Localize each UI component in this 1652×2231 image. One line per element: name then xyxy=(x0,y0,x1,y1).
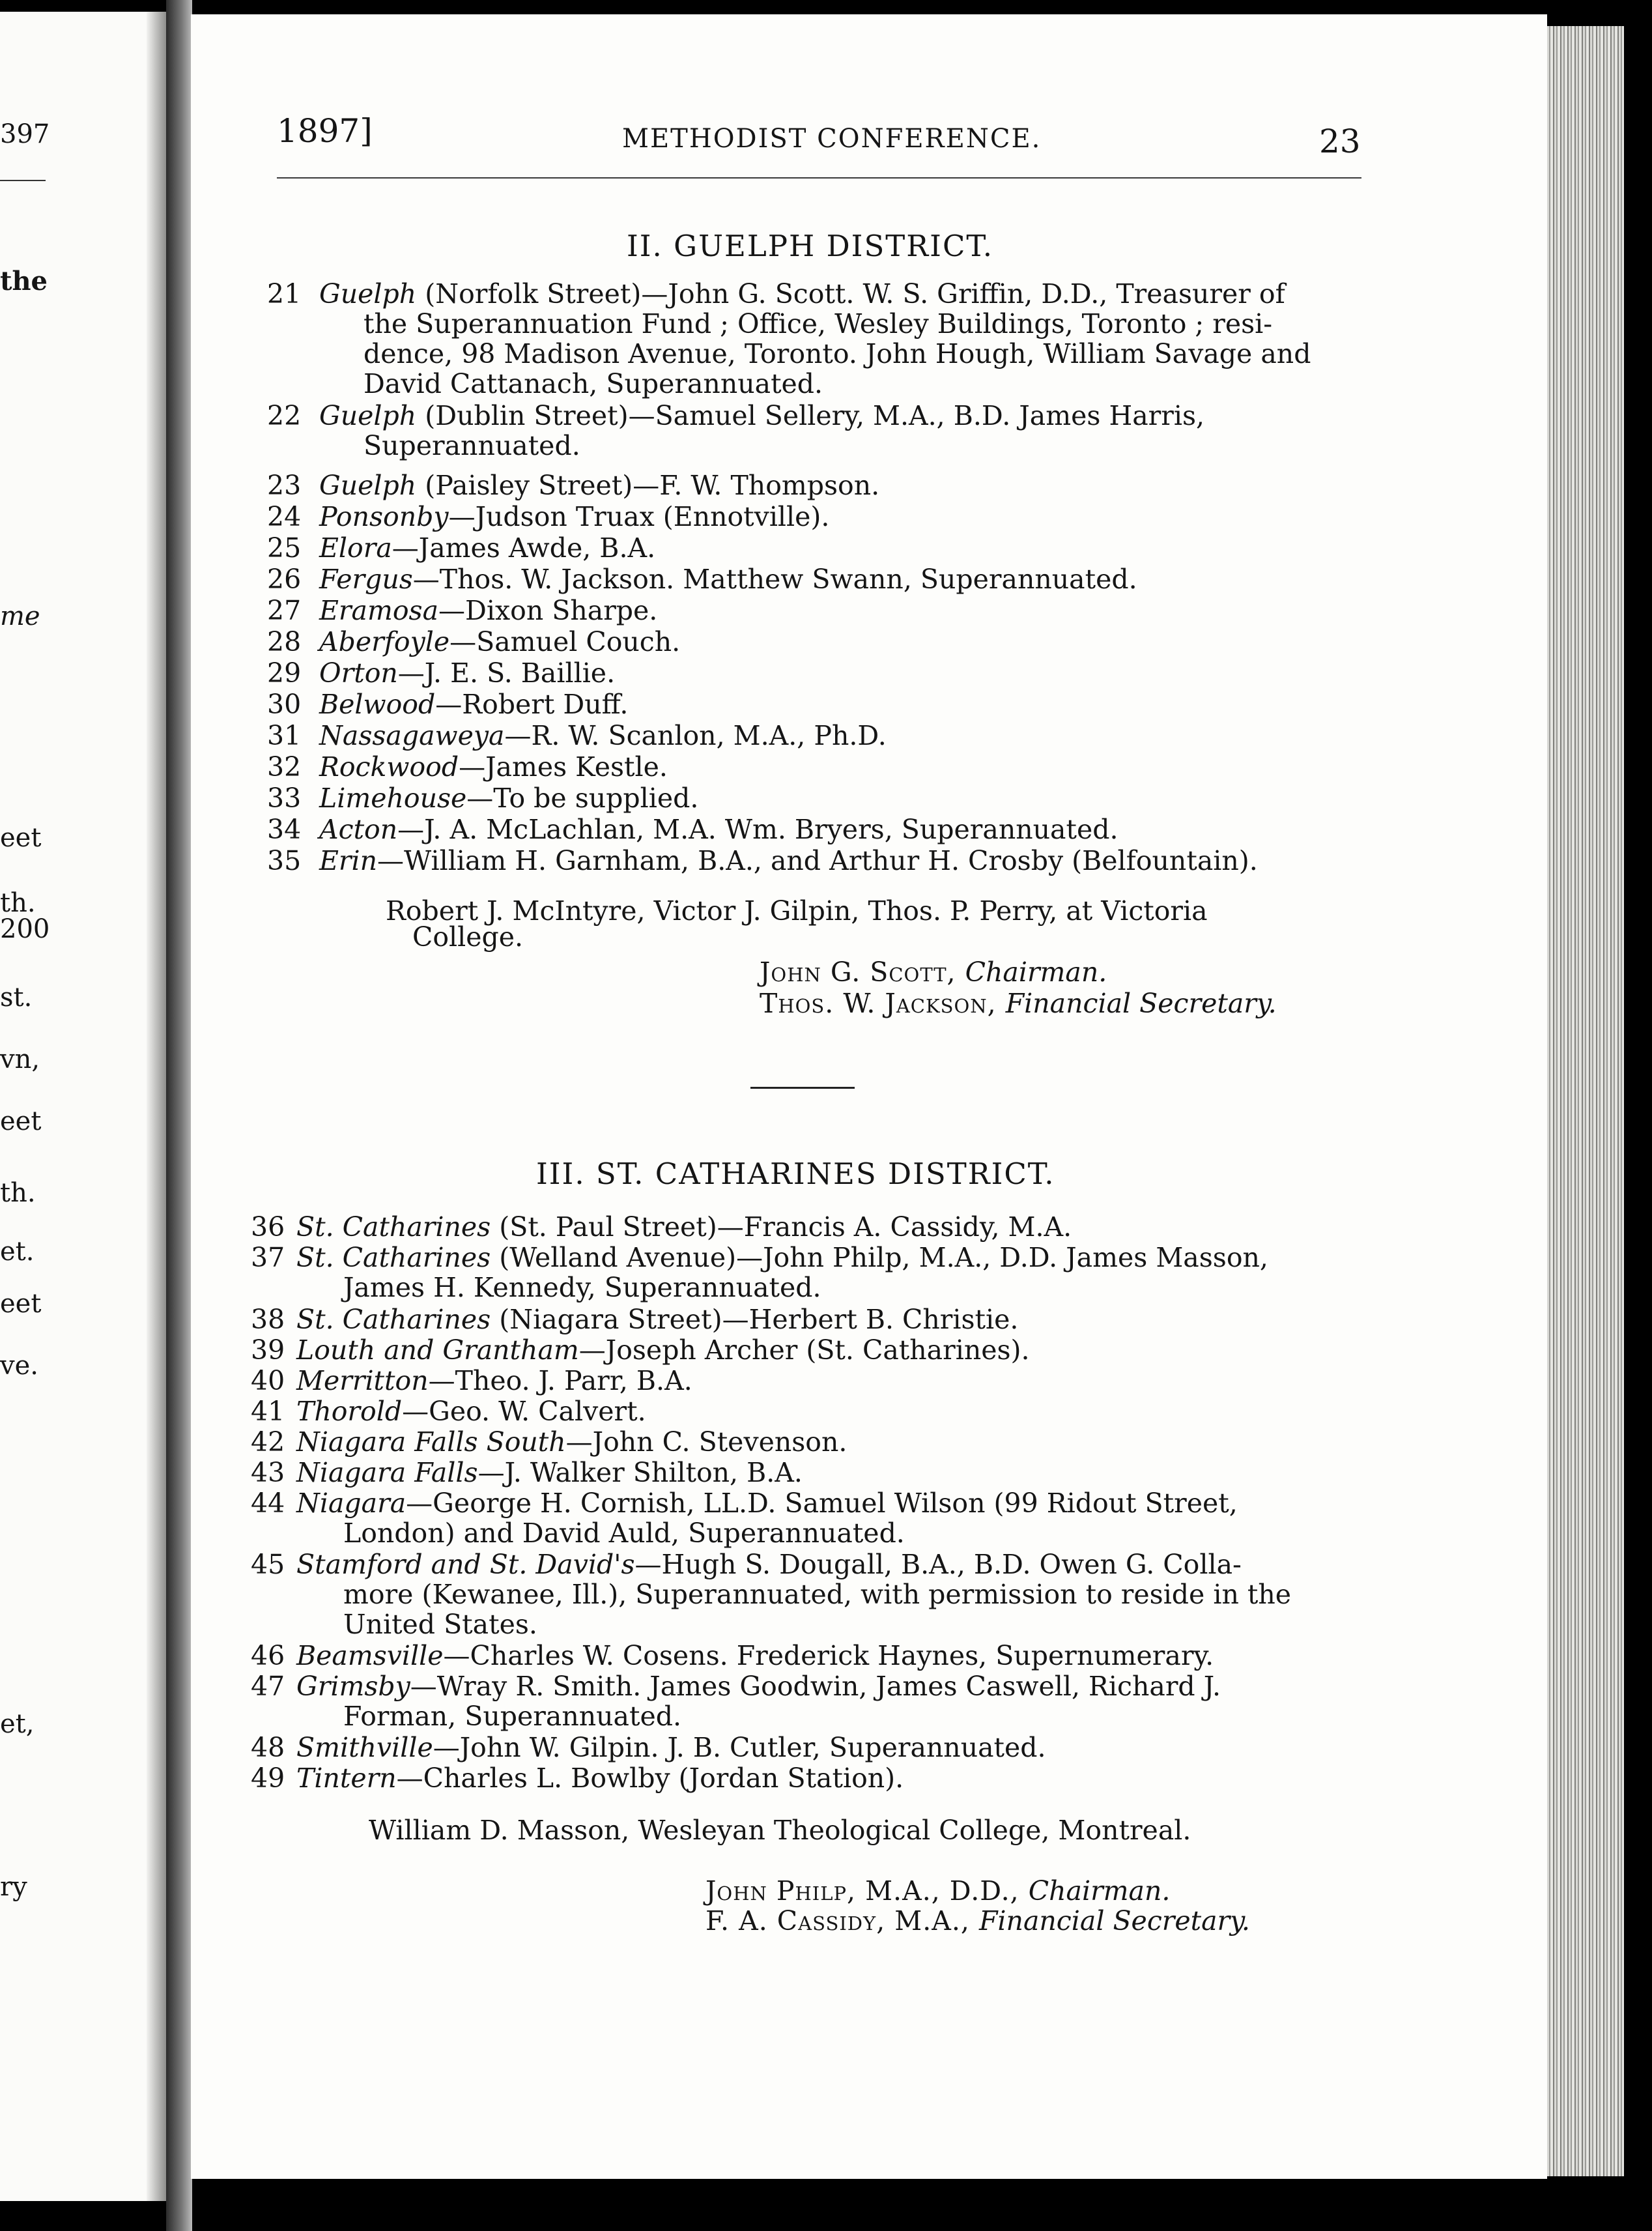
entry-text: —Thos. W. Jackson. Matthew Swann, Superannuated. xyxy=(412,564,1137,595)
entry-place: Rockwood xyxy=(319,751,459,783)
entry-place: Elora xyxy=(319,532,392,564)
entry-text: —Hugh S. Dougall, B.A., B.D. Owen G. Colla- xyxy=(634,1549,1242,1580)
entry-place: Louth and Grantham xyxy=(296,1334,579,1366)
entry-first-line xyxy=(296,1366,692,1396)
entry-first-line xyxy=(319,502,829,532)
entry-number: 33 xyxy=(267,783,302,814)
entry-text: —George H. Cornish, LL.D. Samuel Wilson (99 Ridout Street, xyxy=(406,1488,1238,1519)
gutter-shadow xyxy=(147,12,166,2201)
entry-number: 24 xyxy=(267,501,302,532)
entry-continuation: United States. xyxy=(343,1609,537,1640)
entry-text: —J. A. McLachlan, M.A. Wm. Bryers, Superannuated. xyxy=(397,814,1118,845)
entry-text: —John W. Gilpin. J. B. Cutler, Superannuated. xyxy=(433,1732,1046,1763)
entry-number: 48 xyxy=(251,1732,285,1763)
entry-text: —Samuel Couch. xyxy=(449,626,681,657)
entry-continuation: dence, 98 Madison Avenue, Toronto. John Hough, William Savage and xyxy=(363,338,1311,369)
entry-text: —J. E. S. Baillie. xyxy=(397,657,616,689)
chairman-line xyxy=(760,957,1107,988)
entry-place: Guelph xyxy=(319,470,417,501)
entry-place: St. Catharines xyxy=(296,1242,491,1273)
entry-continuation: London) and David Auld, Superannuated. xyxy=(343,1518,905,1549)
left-page-rule xyxy=(0,180,46,181)
entry-text: —Charles W. Cosens. Frederick Haynes, Supernumerary. xyxy=(443,1640,1214,1671)
left-page-fragment: the xyxy=(0,266,48,296)
entry-text: (Niagara Street)—Herbert B. Christie. xyxy=(491,1304,1019,1335)
entry-first-line xyxy=(296,1763,904,1793)
entry-number: 45 xyxy=(251,1549,285,1580)
entry-text: —R. W. Scanlon, M.A., Ph.D. xyxy=(504,720,887,751)
chairman-name: John Philp, M.A., D.D., xyxy=(705,1875,1029,1907)
entry-text: —To be supplied. xyxy=(466,783,699,814)
entry-number: 27 xyxy=(267,595,302,626)
entry-place: Limehouse xyxy=(319,783,467,814)
section-separator xyxy=(750,1087,855,1089)
entry-first-line xyxy=(296,1641,1214,1671)
entry-first-line xyxy=(319,533,655,563)
entry-first-line xyxy=(296,1488,1238,1518)
page-edge-shadow xyxy=(1624,26,1652,2176)
entry-number: 46 xyxy=(251,1640,285,1671)
left-page-fragment: ry xyxy=(0,1872,27,1902)
entry-number: 29 xyxy=(267,657,302,689)
secretary-line xyxy=(705,1905,1250,1936)
entry-place: Niagara Falls South xyxy=(296,1426,566,1458)
entry-number: 34 xyxy=(267,814,302,845)
running-head-year: 1897] xyxy=(277,112,373,150)
entry-number: 47 xyxy=(251,1671,285,1702)
entry-place: Acton xyxy=(319,814,398,845)
entry-text: —James Awde, B.A. xyxy=(392,532,656,564)
entry-place: Orton xyxy=(319,657,398,689)
entry-first-line xyxy=(319,658,615,688)
left-facing-page xyxy=(0,12,166,2201)
entry-number: 42 xyxy=(251,1426,285,1458)
entry-place: Nassagaweya xyxy=(319,720,505,751)
entry-first-line xyxy=(319,564,1137,594)
entry-number: 23 xyxy=(267,470,302,501)
entry-number: 28 xyxy=(267,626,302,657)
left-page-fragment: et, xyxy=(0,1709,35,1739)
entry-first-line xyxy=(296,1335,1030,1365)
note-line: College. xyxy=(412,921,524,953)
entry-place: Merritton xyxy=(296,1365,429,1396)
entry-first-line xyxy=(296,1243,1268,1273)
entry-first-line xyxy=(319,689,628,719)
entry-text: (St. Paul Street)—Francis A. Cassidy, M.A. xyxy=(491,1211,1072,1243)
entry-text: —Joseph Archer (St. Catharines). xyxy=(578,1334,1030,1366)
entry-first-line xyxy=(319,752,668,782)
entry-place: Tintern xyxy=(296,1763,397,1794)
entry-text: —J. Walker Shilton, B.A. xyxy=(477,1457,803,1488)
entry-number: 21 xyxy=(267,278,302,309)
entry-place: St. Catharines xyxy=(296,1211,491,1243)
entry-place: Ponsonby xyxy=(319,501,449,532)
note-line: Robert J. McIntyre, Victor J. Gilpin, Thos. P. Perry, at Victoria xyxy=(386,895,1208,927)
entry-number: 30 xyxy=(267,689,302,720)
entry-number: 44 xyxy=(251,1488,285,1519)
secretary-name: F. A. Cassidy, M.A., xyxy=(705,1905,979,1936)
entry-number: 49 xyxy=(251,1763,285,1794)
entry-first-line xyxy=(296,1549,1242,1579)
entry-place: Eramosa xyxy=(319,595,439,626)
page-number: 23 xyxy=(1319,122,1361,160)
entry-first-line xyxy=(296,1427,847,1457)
entry-text: —Wray R. Smith. James Goodwin, James Caswell, Richard J. xyxy=(410,1671,1221,1702)
entry-number: 37 xyxy=(251,1242,285,1273)
chairman-role: Chairman. xyxy=(965,957,1107,988)
entry-text: —Dixon Sharpe. xyxy=(438,595,658,626)
entry-continuation: the Superannuation Fund ; Office, Wesley Buildings, Toronto ; resi- xyxy=(363,308,1273,339)
chairman-name: John G. Scott, xyxy=(760,957,965,988)
left-page-fragment: 200 xyxy=(0,914,50,944)
chairman-line xyxy=(705,1875,1170,1907)
left-page-fragment: eet xyxy=(0,823,42,853)
chairman-role: Chairman. xyxy=(1028,1875,1171,1907)
secretary-name: Thos. W. Jackson, xyxy=(760,988,1006,1019)
entry-place: Aberfoyle xyxy=(319,626,450,657)
secretary-role: Financial Secretary. xyxy=(978,1905,1250,1936)
entry-place: Fergus xyxy=(319,564,413,595)
entry-first-line xyxy=(319,846,1258,876)
entry-number: 31 xyxy=(267,720,302,751)
entry-place: St. Catharines xyxy=(296,1304,491,1335)
entry-number: 39 xyxy=(251,1334,285,1366)
entry-number: 43 xyxy=(251,1457,285,1488)
entry-number: 35 xyxy=(267,845,302,876)
entry-first-line xyxy=(296,1212,1072,1242)
entry-first-line xyxy=(319,596,657,626)
entry-place: Belwood xyxy=(319,689,436,720)
entry-first-line xyxy=(296,1733,1046,1763)
left-page-fragment: ve. xyxy=(0,1351,38,1381)
left-page-fragment: 397 xyxy=(0,119,50,149)
secretary-line xyxy=(760,988,1277,1019)
entry-first-line xyxy=(319,814,1118,844)
entry-number: 36 xyxy=(251,1211,285,1243)
st-catharines-district-title: III. ST. CATHARINES DISTRICT. xyxy=(536,1157,1055,1191)
entry-place: Beamsville xyxy=(296,1640,444,1671)
entry-text: —Judson Truax (Ennotville). xyxy=(448,501,830,532)
entry-first-line xyxy=(319,627,680,657)
entry-place: Grimsby xyxy=(296,1671,410,1702)
entry-text: —John C. Stevenson. xyxy=(565,1426,847,1458)
left-page-fragment: eet xyxy=(0,1289,42,1319)
entry-first-line xyxy=(319,721,887,751)
entry-continuation: Superannuated. xyxy=(363,430,580,461)
entry-first-line xyxy=(319,470,879,500)
left-page-fragment: eet xyxy=(0,1106,42,1136)
entry-text: (Paisley Street)—F. W. Thompson. xyxy=(416,470,880,501)
left-page-fragment: th. xyxy=(0,888,36,918)
guelph-district-title: II. GUELPH DISTRICT. xyxy=(627,229,994,263)
entry-first-line xyxy=(319,401,1204,431)
entry-place: Erin xyxy=(319,845,378,876)
entry-number: 22 xyxy=(267,400,302,431)
entry-text: —Charles L. Bowlby (Jordan Station). xyxy=(396,1763,904,1794)
entry-number: 40 xyxy=(251,1365,285,1396)
entry-text: —Theo. J. Parr, B.A. xyxy=(428,1365,692,1396)
note-line: William D. Masson, Wesleyan Theological College, Montreal. xyxy=(369,1815,1191,1846)
left-page-fragment: me xyxy=(0,601,40,631)
left-page-fragment: st. xyxy=(0,983,33,1013)
running-head-title: METHODIST CONFERENCE. xyxy=(622,124,1042,154)
entry-text: —James Kestle. xyxy=(459,751,668,783)
entry-place: Stamford and St. David's xyxy=(296,1549,635,1580)
header-rule xyxy=(277,177,1361,179)
entry-text: —Robert Duff. xyxy=(435,689,629,720)
entry-number: 26 xyxy=(267,564,302,595)
entry-number: 25 xyxy=(267,532,302,564)
entry-first-line xyxy=(296,1458,803,1488)
left-page-fragment: th. xyxy=(0,1178,36,1208)
left-page-fragment: et. xyxy=(0,1237,35,1267)
entry-text: —William H. Garnham, B.A., and Arthur H. Crosby (Belfountain). xyxy=(377,845,1258,876)
page-edge-stack xyxy=(1547,26,1624,2176)
entry-first-line xyxy=(296,1396,646,1426)
entry-place: Guelph xyxy=(319,278,417,309)
entry-number: 41 xyxy=(251,1396,285,1427)
entry-first-line xyxy=(319,279,1285,309)
entry-place: Niagara Falls xyxy=(296,1457,478,1488)
entry-continuation: Forman, Superannuated. xyxy=(343,1701,682,1732)
entry-number: 38 xyxy=(251,1304,285,1335)
entry-text: —Geo. W. Calvert. xyxy=(402,1396,646,1427)
entry-place: Smithville xyxy=(296,1732,433,1763)
entry-first-line xyxy=(296,1304,1018,1334)
book-gutter xyxy=(166,0,192,2231)
entry-text: (Dublin Street)—Samuel Sellery, M.A., B.D. James Harris, xyxy=(416,400,1205,431)
entry-first-line xyxy=(296,1671,1221,1701)
entry-place: Guelph xyxy=(319,400,417,431)
entry-place: Niagara xyxy=(296,1488,406,1519)
entry-continuation: David Cattanach, Superannuated. xyxy=(363,368,823,399)
entry-continuation: more (Kewanee, Ill.), Superannuated, with permission to reside in the xyxy=(343,1579,1292,1610)
left-page-fragment: vn, xyxy=(0,1044,40,1074)
entry-number: 32 xyxy=(267,751,302,783)
entry-text: (Norfolk Street)—John G. Scott. W. S. Griffin, D.D., Treasurer of xyxy=(416,278,1285,309)
entry-place: Thorold xyxy=(296,1396,403,1427)
entry-text: (Welland Avenue)—John Philp, M.A., D.D. James Masson, xyxy=(491,1242,1268,1273)
entry-first-line xyxy=(319,783,698,813)
entry-continuation: James H. Kennedy, Superannuated. xyxy=(343,1272,821,1303)
secretary-role: Financial Secretary. xyxy=(1005,988,1277,1019)
